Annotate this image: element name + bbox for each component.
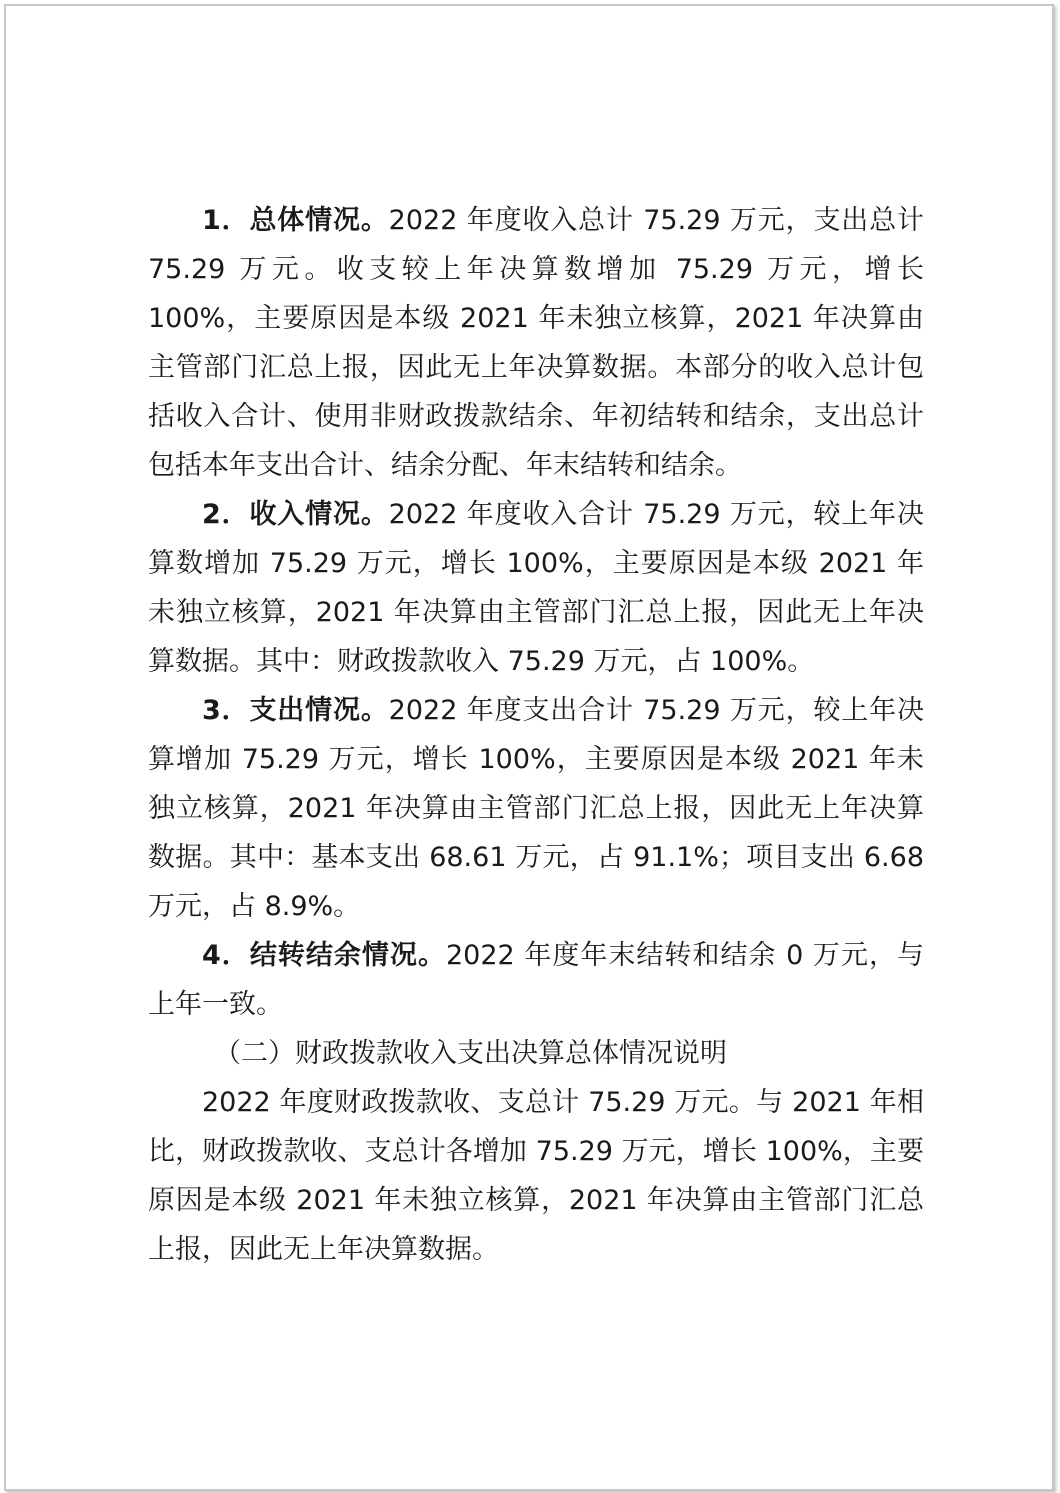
paragraph-lead: 4．结转结余情况。 xyxy=(202,940,446,971)
document-body xyxy=(148,196,924,1274)
paragraph-text: 2022 年度收入合计 75.29 万元，较上年决算数增加 75.29 万元，增长 100%，主要原因是本级 2021 年未独立核算，2021 年决算由主管部门汇总上报，因此无上年决算数据。其中：财政拨款收入 75.29 万元，占 100%。 xyxy=(148,499,924,677)
paragraph-lead: 1．总体情况。 xyxy=(202,205,389,236)
overall-situation-paragraph xyxy=(148,196,924,490)
income-situation-paragraph xyxy=(148,490,924,686)
paragraph-text: 2022 年度支出合计 75.29 万元，较上年决算增加 75.29 万元，增长 100%，主要原因是本级 2021 年未独立核算，2021 年决算由主管部门汇总上报，因此无上年决算数据。其中：基本支出 68.61 万元，占 91.1%；项目支出 6.68 万元，占 8.9%。 xyxy=(148,695,924,922)
paragraph-text: 2022 年度年末结转和结余 0 万元，与上年一致。 xyxy=(148,940,924,1020)
carryover-situation-paragraph xyxy=(148,931,924,1029)
paragraph-text: 2022 年度收入总计 75.29 万元，支出总计 75.29 万元。收支较上年决算数增加 75.29 万元，增长 100%，主要原因是本级 2021 年未独立核算，2021 年决算由主管部门汇总上报，因此无上年决算数据。本部分的收入总计包括收入合计、使用非财政拨款结余、年初结转和结余，支出总计包括本年支出合计、结余分配、年末结转和结余。 xyxy=(148,205,924,481)
fiscal-appropriation-paragraph: 2022 年度财政拨款收、支总计 75.29 万元。与 2021 年相比，财政拨款收、支总计各增加 75.29 万元，增长 100%，主要原因是本级 2021 年未独立核算，2021 年决算由主管部门汇总上报，因此无上年决算数据。 xyxy=(148,1087,924,1265)
paragraph-lead: 2．收入情况。 xyxy=(202,499,389,530)
section-heading: （二）财政拨款收入支出决算总体情况说明 xyxy=(214,1038,727,1069)
expenditure-situation-paragraph xyxy=(148,686,924,931)
paragraph-lead: 3．支出情况。 xyxy=(202,695,389,726)
